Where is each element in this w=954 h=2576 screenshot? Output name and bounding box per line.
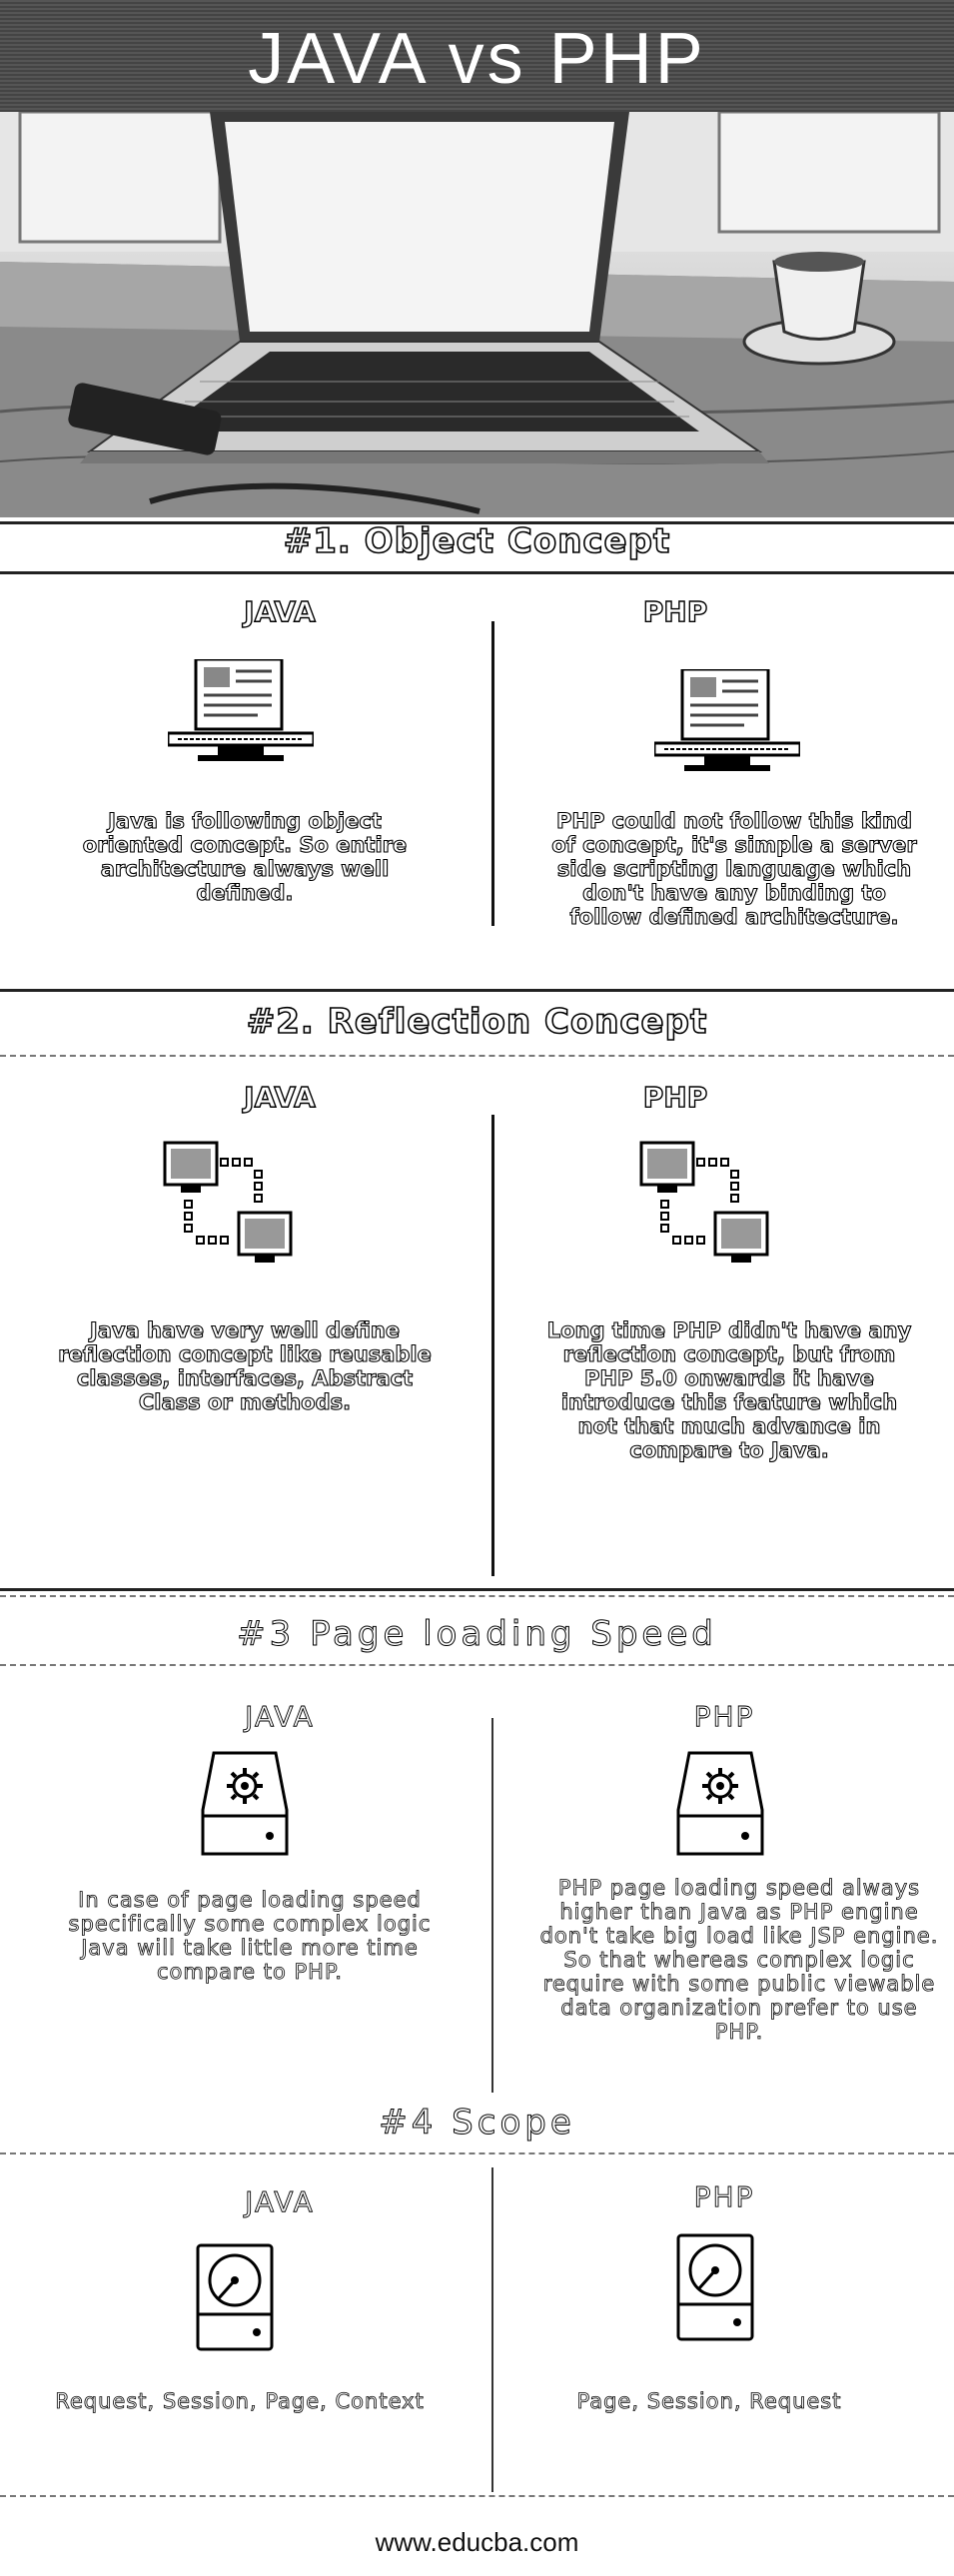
section-1-java-text: Java is following object oriented concept. So entire architecture always well defined. <box>82 809 408 905</box>
section-3-php-text: PHP page loading speed always higher than Java as PHP engine don't take big load like JSP engine. So that whereas complex logic require with some public viewable data organization prefer to use PHP. <box>539 1876 939 2044</box>
section-4-php-text: Page, Session, Request <box>576 2389 842 2413</box>
column-divider <box>491 1718 493 2093</box>
section-1-banner <box>0 517 954 575</box>
section-divider <box>0 1055 954 1057</box>
server-gear-icon <box>200 1750 290 1860</box>
section-1-php-heading: PHP <box>642 595 708 628</box>
section-3-java-heading: JAVA <box>245 1700 315 1733</box>
section-2-java-heading: JAVA <box>244 1081 316 1114</box>
monitor-icon <box>168 659 314 769</box>
column-divider <box>491 1115 494 1576</box>
section-divider <box>0 2152 954 2154</box>
disk-drive-icon <box>675 2232 755 2342</box>
section-3-title: #3 Page loading Speed <box>237 1614 717 1654</box>
section-divider <box>0 989 954 992</box>
section-divider <box>0 1588 954 1591</box>
laptop-desk-illustration <box>0 112 954 517</box>
column-divider <box>491 621 494 926</box>
section-1-php-text: PHP could not follow this kind of concept, it's simple a server side scripting language which don't have any binding to follow defined architecture. <box>551 809 917 929</box>
disk-drive-icon <box>195 2242 275 2352</box>
reflection-network-icon <box>155 1139 305 1269</box>
section-2-php-heading: PHP <box>642 1081 708 1114</box>
reflection-network-icon <box>631 1139 781 1269</box>
page-title: JAVA vs PHP <box>248 19 706 99</box>
section-1-title: #1. Object Concept <box>283 521 671 561</box>
section-3-php-heading: PHP <box>693 1700 755 1733</box>
hero-banner <box>0 0 954 517</box>
section-4-php-heading: PHP <box>693 2180 755 2213</box>
section-2-title: #2. Reflection Concept <box>246 1002 708 1042</box>
section-4-title: #4 Scope <box>379 2103 575 2143</box>
section-2-java-text: Java have very well define reflection concept like reusable classes, interfaces, Abstract Class or methods. <box>58 1318 432 1414</box>
section-2-php-text: Long time PHP didn't have any reflection concept, but from PHP 5.0 onwards it have introduce this feature which not that much advance in compare to Java. <box>546 1318 912 1462</box>
section-divider <box>0 1664 954 1666</box>
section-divider <box>0 1595 954 1597</box>
section-4-java-heading: JAVA <box>245 2185 315 2218</box>
monitor-icon <box>654 669 800 779</box>
section-4-java-text: Request, Session, Page, Context <box>55 2389 425 2413</box>
server-gear-icon <box>675 1750 765 1860</box>
footer-url: www.educba.com <box>375 2527 579 2557</box>
section-1-java-heading: JAVA <box>244 595 316 628</box>
column-divider <box>491 2167 493 2492</box>
section-divider <box>0 2495 954 2497</box>
section-3-java-text: In case of page loading speed specifically some complex logic Java will take little more time compare to PHP. <box>68 1888 432 1984</box>
